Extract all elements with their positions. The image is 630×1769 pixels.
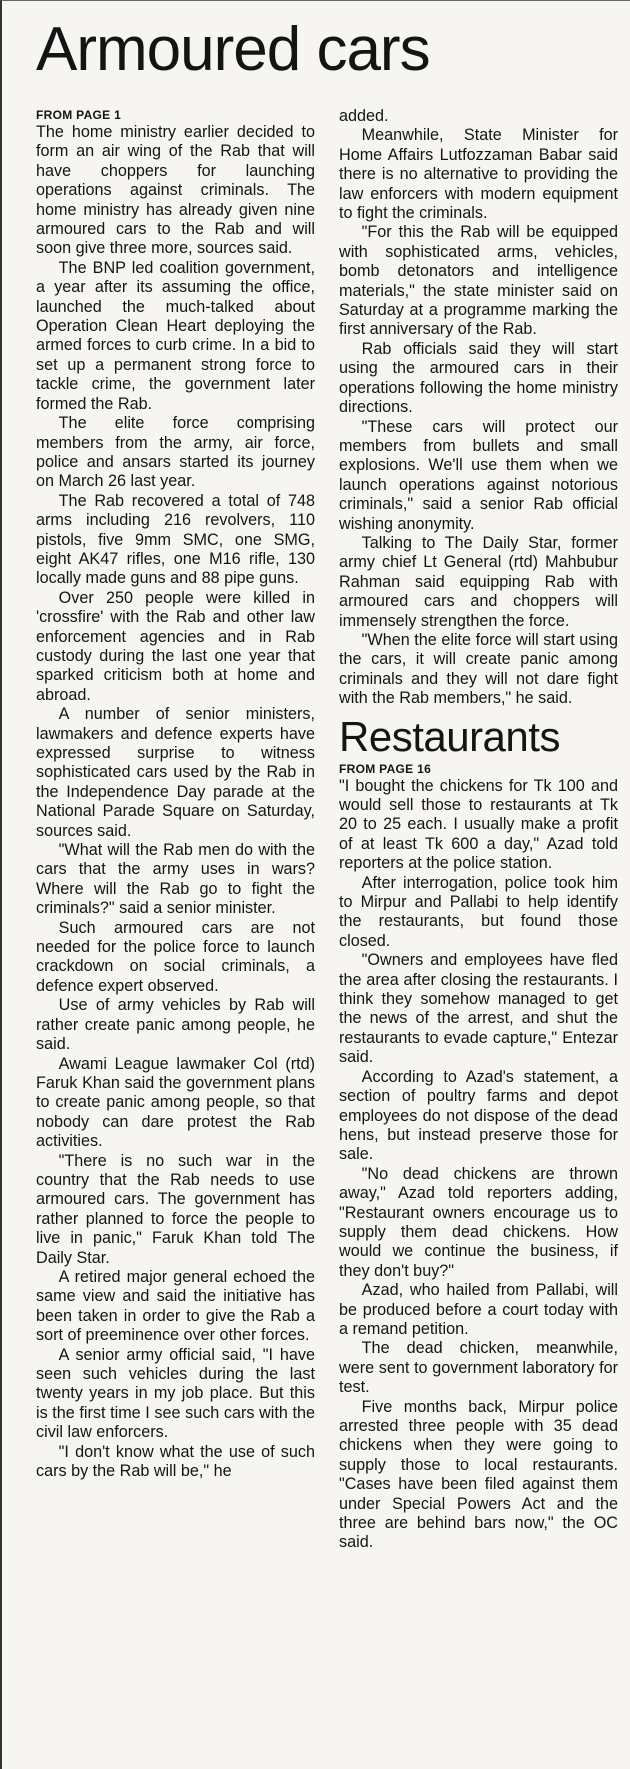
left-column — [36, 107, 315, 1553]
jump-line-page-1: FROM PAGE 1 — [36, 108, 122, 122]
jump-line-page-16: FROM PAGE 16 — [339, 761, 432, 776]
article-paragraph: Use of army vehicles by Rab will rather create panic among people, he said. — [36, 996, 315, 1054]
article-paragraph: The dead chicken, meanwhile, were sent to government laboratory for test. — [339, 1339, 618, 1397]
article-paragraph: "For this the Rab will be equipped with sophisticated arms, vehicles, bomb detonators and intelligence materials," the state minister said on Saturday at a programme marking the first anniversary of the Rab. — [339, 223, 618, 339]
article-paragraph: Five months back, Mirpur police arrested three people with 35 dead chickens when they were going to supply those to local restaurants. "Cases have been filed against them under Special Powers Act and the three are behind bars now," the OC said. — [339, 1397, 618, 1552]
article-paragraph: Meanwhile, State Minister for Home Affairs Lutfozzaman Babar said there is no alternative to providing the law enforcers with modern equipment to fight the criminals. — [339, 126, 618, 223]
article-paragraph: added. — [339, 107, 389, 125]
article-paragraph: After interrogation, police took him to Mirpur and Pallabi to help identify the restaurants, but found those closed. — [339, 873, 618, 950]
article-paragraph: The Rab recovered a total of 748 arms including 216 revolvers, 110 pistols, five 9mm SMC, one SMG, eight AK47 rifles, one M16 rifle, 130 locally made guns and 88 pipe guns. — [36, 491, 315, 588]
article-paragraph: Talking to The Daily Star, former army chief Lt General (rtd) Mahbubur Rahman said equipping Rab with armoured cars and choppers will immensely strengthen the force. — [339, 533, 618, 630]
article-paragraph: The elite force comprising members from the army, air force, police and ansars started its journey on March 26 last year. — [36, 414, 315, 491]
article-paragraph: Over 250 people were killed in 'crossfire' with the Rab and other law enforcement agencies and in Rab custody during the last one year that sparked criticism both at home and abroad. — [36, 588, 315, 704]
article-paragraph: A number of senior ministers, lawmakers and defence experts have expressed surprise to witness sophisticated cars used by the Rab in the Independence Day parade at the National Parade Square on Saturday, sources said. — [36, 705, 315, 840]
article-paragraph: "These cars will protect our members from bullets and small explosions. We'll use them when we launch operations against notorious criminals," said a senior Rab official wishing anonymity. — [339, 417, 618, 533]
article-paragraph: "There is no such war in the country that the Rab needs to use armoured cars. The government has rather planned to force the people to live in panic," Faruk Khan told The Daily Star. — [36, 1151, 315, 1267]
article-paragraph: Azad, who hailed from Pallabi, will be produced before a court today with a remand petition. — [339, 1281, 618, 1338]
article-columns — [36, 107, 618, 1553]
article-paragraph: The BNP led coalition government, a year after its assuming the office, launched the much-talked about Operation Clean Heart deploying the armed forces to curb crime. In a bid to set up a permanent strong force to tackle crime, the government later formed the Rab. — [36, 258, 315, 413]
article-paragraph: Such armoured cars are not needed for the police force to launch crackdown on social criminals, a defence expert observed. — [36, 918, 315, 995]
article-paragraph: "When the elite force will start using the cars, it will create panic among criminals and they will not dare fight with the Rab members," he said. — [339, 630, 618, 708]
article-paragraph: A retired major general echoed the same view and said the initiative has been taken in order to give the Rab a sort of preeminence over other forces. — [36, 1267, 315, 1345]
right-column — [339, 107, 618, 1553]
restaurants-headline: Restaurants — [339, 712, 560, 760]
article-paragraph: "No dead chickens are thrown away," Azad told reporters adding, "Restaurant owners encourage us to supply them dead chickens. How would we continue the business, if they don't buy?" — [339, 1164, 618, 1280]
armoured-cars-continued — [339, 107, 618, 709]
article-paragraph: Awami League lawmaker Col (rtd) Faruk Khan said the government plans to create panic among people, so that nobody can dare protest the Rab activities. — [36, 1054, 315, 1151]
article-paragraph: "I don't know what the use of such cars by the Rab will be," he — [36, 1442, 315, 1481]
restaurants-body — [339, 777, 618, 1553]
article-paragraph: "Owners and employees have fled the area after closing the restaurants. I think they somehow managed to get the news of the arrest, and shut the restaurants to evade capture," Entezar said. — [339, 951, 618, 1067]
headline: Armoured cars — [36, 15, 430, 84]
article-paragraph: The home ministry earlier decided to form an air wing of the Rab that will have choppers for launching operations against criminals. The home ministry has already given nine armoured cars to the Rab and will soon give three more, sources said. — [36, 123, 315, 258]
article-paragraph: According to Azad's statement, a section of poultry farms and depot employees do not dispose of the dead hens, but instead preserve those for sale. — [339, 1067, 618, 1164]
article-paragraph: "What will the Rab men do with the cars that the army uses in wars? Where will the Rab go to fight the criminals?" said a senior minister. — [36, 841, 315, 918]
article-paragraph: Rab officials said they will start using the armoured cars in their operations following the home ministry directions. — [339, 339, 618, 417]
article-paragraph: A senior army official said, "I have seen such vehicles during the last twenty years in my job place. But this is the first time I see such cars with the civil law enforcers. — [36, 1345, 315, 1442]
article-paragraph: "I bought the chickens for Tk 100 and would sell those to restaurants at Tk 20 to 25 each. I usually make a profit of at least Tk 600 a day," Azad told reporters at the police station. — [339, 776, 618, 873]
